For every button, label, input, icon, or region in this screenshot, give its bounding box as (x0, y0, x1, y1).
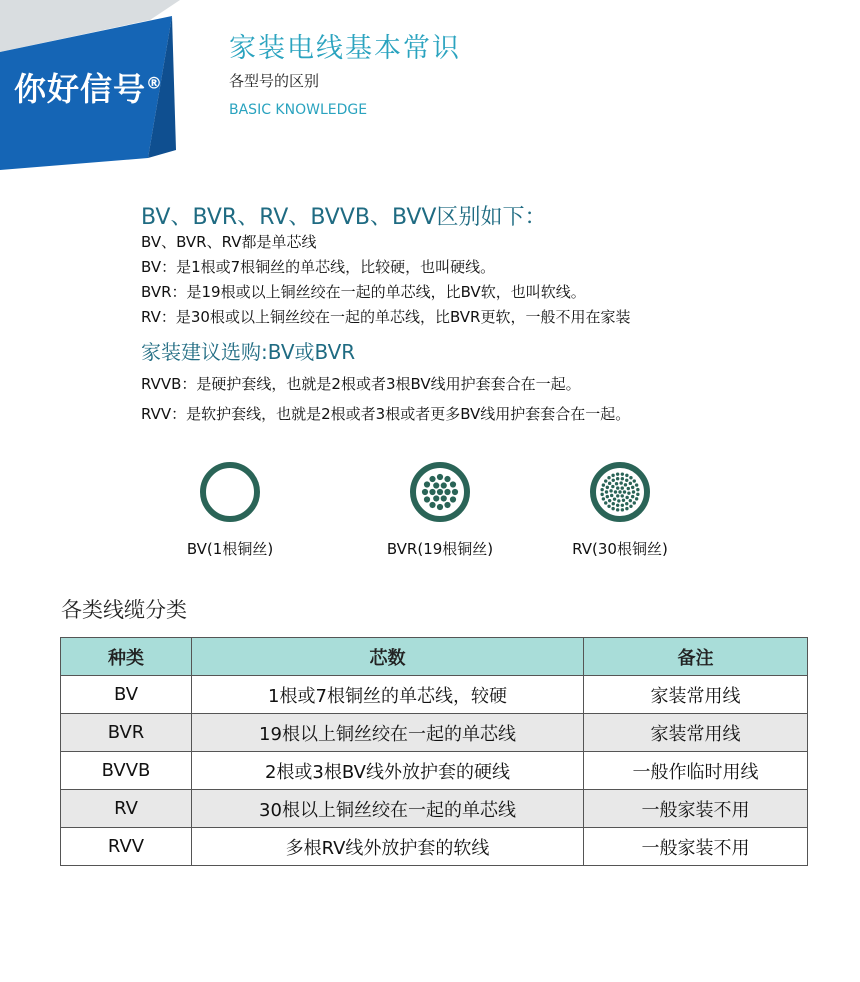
cell-cores: 多根RV线外放护套的软线 (192, 828, 584, 866)
table-row (61, 828, 808, 866)
copper-strand (621, 508, 624, 511)
copper-strand (614, 490, 617, 493)
copper-strand (629, 476, 632, 479)
copper-strand (422, 489, 428, 495)
copper-strand (444, 489, 450, 495)
copper-strand (616, 477, 619, 480)
cell-type: BVR (61, 714, 192, 752)
copper-strand (611, 507, 614, 510)
table-row (61, 714, 808, 752)
sheath-line: RVV：是软护套线，也就是2根或者3根或者更多BV线用护套套合在一起。 (141, 405, 631, 423)
cell-cores: 2根或3根BV线外放护套的硬线 (192, 752, 584, 790)
brand-name (14, 64, 163, 110)
header-cores: 芯数 (192, 638, 584, 676)
copper-strand (450, 496, 456, 502)
copper-strand (600, 488, 603, 491)
intro-section (141, 200, 630, 428)
recommendation-heading: 家装建议选购:BV或BVR (141, 340, 356, 364)
copper-strand (607, 505, 610, 508)
copper-strand (616, 508, 619, 511)
copper-strand (623, 490, 626, 493)
intro-line: BV：是1根或7根铜丝的单芯线，比较硬，也叫硬线。 (141, 258, 496, 276)
copper-strand (424, 481, 430, 487)
19-strand-cable-icon (408, 460, 472, 524)
table-row (61, 752, 808, 790)
copper-strand (600, 493, 603, 496)
cable-classification-table (60, 637, 808, 866)
copper-strand (429, 502, 435, 508)
brand-name-text: 你好信号 (14, 70, 147, 108)
copper-strand (608, 499, 611, 502)
copper-strand (611, 485, 614, 488)
cell-type: BVVB (61, 752, 192, 790)
table-header-row (61, 638, 808, 676)
copper-strand (612, 502, 615, 505)
intro-line: BV、BVR、RV都是单芯线 (141, 233, 317, 251)
copper-strand (441, 482, 447, 488)
copper-strand (607, 476, 610, 479)
page-subtitle: 各型号的区别 (229, 72, 320, 90)
copper-strand (633, 479, 636, 482)
sheath-line: RVVB：是硬护套线，也就是2根或者3根BV线用护套套合在一起。 (141, 375, 581, 393)
cable-bvr (360, 460, 520, 559)
cable-label: BV(1根铜丝) (186, 540, 274, 558)
copper-strand (621, 477, 624, 480)
cable-label: RV(30根铜丝) (572, 540, 668, 558)
cell-cores: 19根以上铜丝绞在一起的单芯线 (192, 714, 584, 752)
cell-type: RV (61, 790, 192, 828)
copper-strand (622, 499, 625, 502)
copper-strand (617, 499, 620, 502)
copper-strand (444, 502, 450, 508)
copper-strand (437, 474, 443, 480)
table-row (61, 676, 808, 714)
copper-strand (629, 505, 632, 508)
copper-strand (433, 495, 439, 501)
copper-strand (635, 497, 638, 500)
copper-strand (609, 489, 612, 492)
copper-strand (433, 482, 439, 488)
copper-strand (636, 488, 639, 491)
copper-strand (604, 501, 607, 504)
copper-strand (606, 486, 609, 489)
copper-strand (621, 486, 624, 489)
brand-logo (0, 0, 180, 175)
copper-strand (627, 491, 630, 494)
copper-strand (631, 486, 634, 489)
30-strand-cable-icon (588, 460, 652, 524)
copper-strand (618, 490, 621, 493)
cell-cores: 1根或7根铜丝的单芯线，较硬 (192, 676, 584, 714)
copper-strand (627, 487, 630, 490)
copper-strand (613, 497, 616, 500)
cell-type: RVV (61, 828, 192, 866)
copper-strand (602, 483, 605, 486)
copper-strand (437, 489, 443, 495)
table-title: 各类线缆分类 (61, 598, 187, 622)
copper-strand (616, 486, 619, 489)
copper-strand (631, 495, 634, 498)
copper-strand (424, 496, 430, 502)
header-type: 种类 (61, 638, 192, 676)
copper-strand (621, 494, 624, 497)
copper-strand (616, 472, 619, 475)
copper-strand (429, 489, 435, 495)
single-core-cable-icon (198, 460, 262, 524)
copper-strand (632, 490, 635, 493)
copper-strand (625, 496, 628, 499)
intro-line: RV：是30根或以上铜丝绞在一起的单芯线，比BVR更软，一般不用在家装 (141, 308, 631, 326)
copper-strand (608, 482, 611, 485)
copper-strand (635, 483, 638, 486)
cable-label: BVR(19根铜丝) (386, 540, 494, 558)
copper-strand (604, 479, 607, 482)
intro-heading: BV、BVR、RV、BVVB、BVV区别如下： (141, 205, 547, 230)
cell-notes: 家装常用线 (584, 676, 808, 714)
cell-notes: 家装常用线 (584, 714, 808, 752)
header-notes: 备注 (584, 638, 808, 676)
copper-strand (621, 504, 624, 507)
copper-strand (606, 495, 609, 498)
copper-strand (625, 474, 628, 477)
copper-strand (616, 494, 619, 497)
copper-strand (621, 472, 624, 475)
copper-strand (429, 476, 435, 482)
cell-notes: 一般作临时用线 (584, 752, 808, 790)
copper-strand (629, 482, 632, 485)
copper-strand (619, 481, 622, 484)
cell-type: BV (61, 676, 192, 714)
copper-strand (615, 482, 618, 485)
copper-strand (625, 507, 628, 510)
copper-strand (624, 483, 627, 486)
copper-strand (605, 490, 608, 493)
table-row (61, 790, 808, 828)
cable-rv (540, 460, 700, 559)
copper-strand (633, 501, 636, 504)
copper-strand (629, 499, 632, 502)
copper-strand (437, 504, 443, 510)
cable-bv (170, 460, 290, 559)
copper-strand (636, 493, 639, 496)
cell-cores: 30根以上铜丝绞在一起的单芯线 (192, 790, 584, 828)
copper-strand (625, 502, 628, 505)
copper-strand (616, 504, 619, 507)
copper-strand (444, 476, 450, 482)
copper-strand (625, 479, 628, 482)
registered-mark: ® (146, 73, 164, 93)
page-english-subtitle: BASIC KNOWLEDGE (229, 102, 368, 118)
copper-strand (452, 489, 458, 495)
copper-strand (441, 495, 447, 501)
copper-strand (611, 474, 614, 477)
copper-strand (602, 497, 605, 500)
copper-strand (610, 494, 613, 497)
cell-notes: 一般家装不用 (584, 790, 808, 828)
copper-strand (612, 479, 615, 482)
intro-line: BVR：是19根或以上铜丝绞在一起的单芯线，比BV软，也叫软线。 (141, 283, 586, 301)
page-title: 家装电线基本常识 (229, 33, 461, 64)
cell-notes: 一般家装不用 (584, 828, 808, 866)
copper-strand (450, 481, 456, 487)
